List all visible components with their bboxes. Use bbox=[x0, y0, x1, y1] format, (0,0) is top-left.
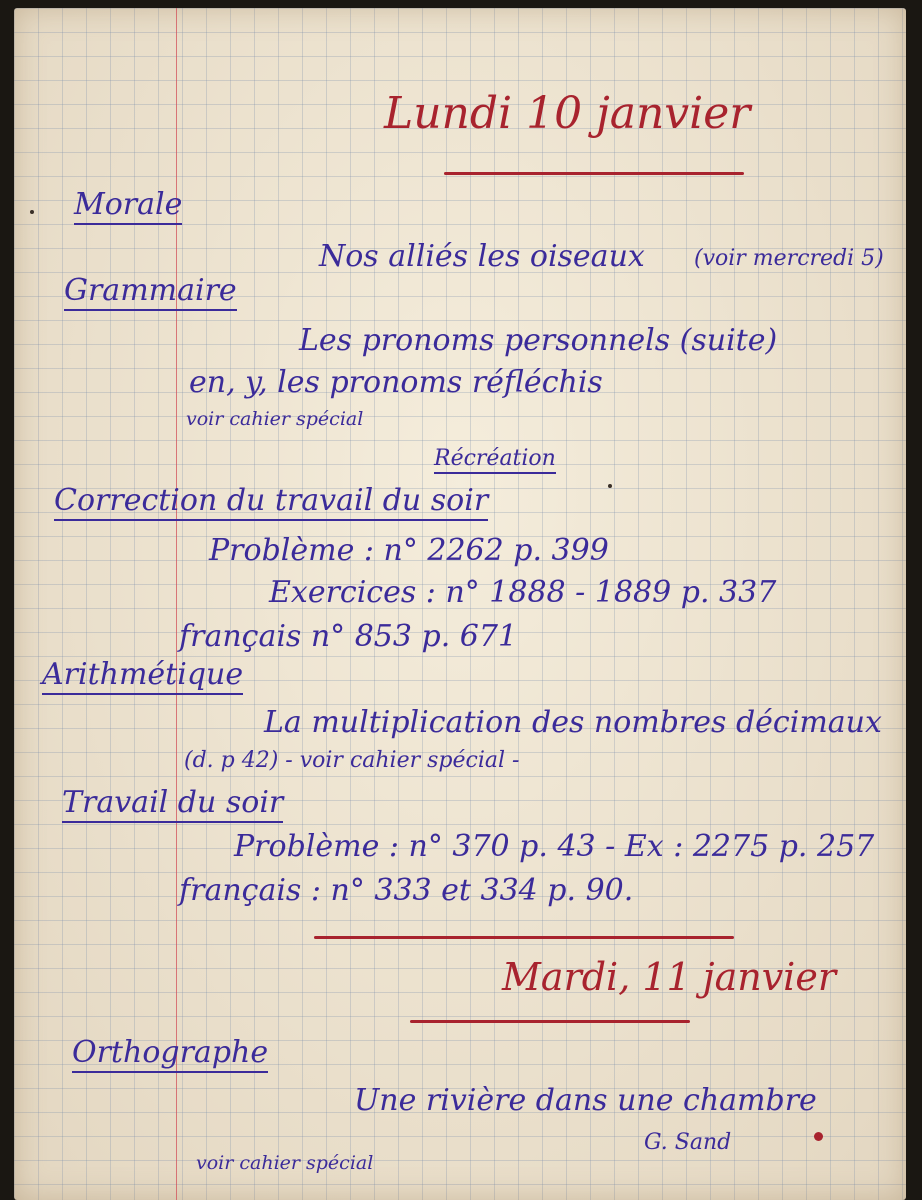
orthographe-author: G. Sand bbox=[644, 1130, 732, 1155]
mardi-title: Mardi, 11 janvier bbox=[502, 955, 836, 999]
correction-probleme: Problème : n° 2262 p. 399 bbox=[209, 533, 609, 568]
day-separator-rule bbox=[314, 936, 734, 939]
arithmetique-heading: Arithmétique bbox=[42, 660, 243, 695]
grammaire-line1: Les pronoms personnels (suite) bbox=[299, 323, 778, 358]
ink-speck bbox=[608, 484, 612, 488]
correction-heading: Correction du travail du soir bbox=[54, 486, 488, 521]
ink-speck bbox=[30, 210, 34, 214]
red-ink-dot bbox=[814, 1132, 823, 1141]
correction-exercices: Exercices : n° 1888 - 1889 p. 337 bbox=[269, 575, 777, 610]
arithmetique-line1: La multiplication des nombres décimaux bbox=[264, 705, 882, 740]
grammaire-heading: Grammaire bbox=[64, 276, 237, 311]
lundi-title-underline bbox=[444, 172, 744, 175]
morale-lesson: Nos alliés les oiseaux bbox=[319, 239, 645, 274]
orthographe-heading: Orthographe bbox=[72, 1038, 268, 1073]
lundi-title: Lundi 10 janvier bbox=[384, 88, 751, 139]
grammaire-note: voir cahier spécial bbox=[186, 408, 364, 430]
arithmetique-line2: (d. p 42) - voir cahier spécial - bbox=[184, 748, 520, 773]
correction-francais: français n° 853 p. 671 bbox=[179, 619, 518, 654]
grammaire-line2: en, y, les pronoms réfléchis bbox=[189, 365, 603, 400]
travail-soir-probleme: Problème : n° 370 p. 43 - Ex : 2275 p. 257 bbox=[234, 829, 875, 864]
orthographe-lesson: Une rivière dans une chambre bbox=[354, 1083, 817, 1118]
travail-soir-heading: Travail du soir bbox=[62, 788, 283, 823]
orthographe-note: voir cahier spécial bbox=[196, 1152, 374, 1174]
recreation-label: Récréation bbox=[434, 448, 556, 474]
mardi-title-underline bbox=[410, 1020, 690, 1023]
notebook-page bbox=[14, 8, 906, 1200]
morale-note: (voir mercredi 5) bbox=[694, 246, 884, 271]
morale-heading: Morale bbox=[74, 190, 182, 225]
travail-soir-francais: français : n° 333 et 334 p. 90. bbox=[179, 873, 634, 908]
